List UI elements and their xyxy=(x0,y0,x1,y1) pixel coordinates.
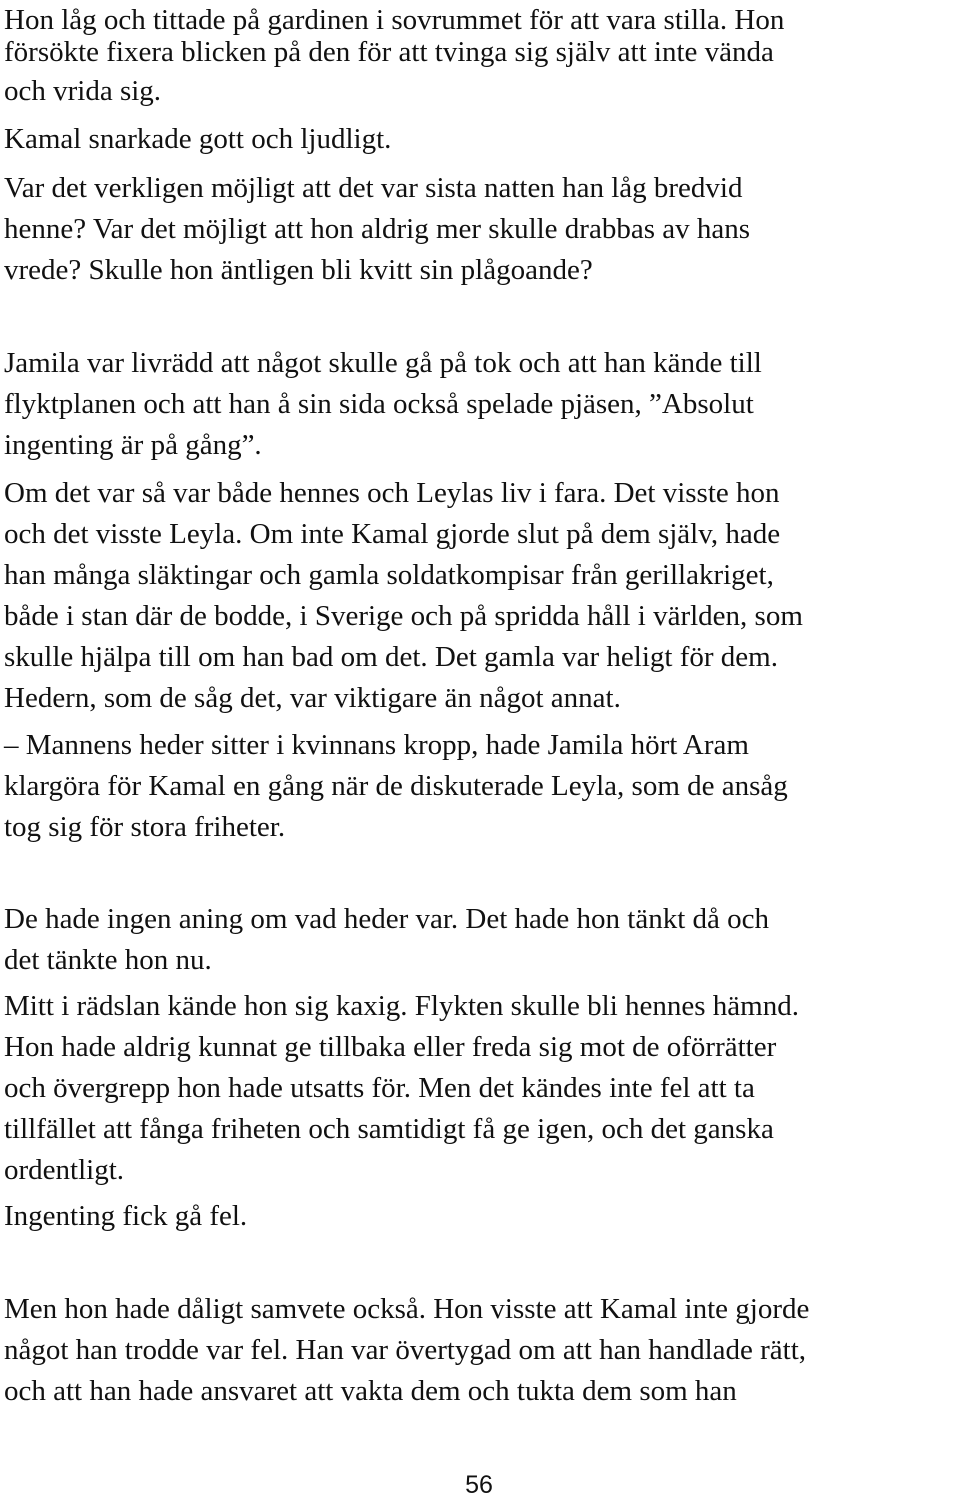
text-line: Jamila var livrädd att något skulle gå på tok och att han kände till xyxy=(4,347,762,379)
text-line: Om det var så var både hennes och Leylas liv i fara. Det visste hon xyxy=(4,477,780,509)
text-line: henne? Var det möjligt att hon aldrig mer skulle drabbas av hans xyxy=(4,213,751,245)
text-line: och vrida sig. xyxy=(4,75,162,107)
text-line: och det visste Leyla. Om inte Kamal gjorde slut på dem själv, hade xyxy=(4,518,781,550)
text-line: försökte fixera blicken på den för att tvinga sig själv att inte vända xyxy=(4,36,774,68)
text-line: ordentligt. xyxy=(4,1154,125,1186)
text-line: Hon låg och tittade på gardinen i sovrummet för att vara stilla. Hon xyxy=(4,4,785,36)
text-line: Ingenting fick gå fel. xyxy=(4,1200,248,1232)
text-line: Hon hade aldrig kunnat ge tillbaka eller freda sig mot de oförrätter xyxy=(4,1031,777,1063)
dialogue-line: – Mannens heder sitter i kvinnans kropp, hade Jamila hört Aram xyxy=(4,729,749,761)
text-line: det tänkte hon nu. xyxy=(4,944,212,976)
text-line: vrede? Skulle hon äntligen bli kvitt sin plågoande? xyxy=(4,254,593,286)
text-line: flyktplanen och att han å sin sida också spelade pjäsen, ”Absolut xyxy=(4,388,754,420)
text-line: klargöra för Kamal en gång när de diskuterade Leyla, som de ansåg xyxy=(4,770,788,802)
page-number: 56 xyxy=(465,1471,493,1499)
text-line: och övergrepp hon hade utsatts för. Men det kändes inte fel att ta xyxy=(4,1072,755,1104)
book-page xyxy=(4,0,954,1500)
text-line: både i stan där de bodde, i Sverige och på spridda håll i världen, som xyxy=(4,600,803,632)
text-line: och att han hade ansvaret att vakta dem och tukta dem som han xyxy=(4,1375,737,1407)
text-line: något han trodde var fel. Han var övertygad om att han handlade rätt, xyxy=(4,1334,807,1366)
text-line: tog sig för stora friheter. xyxy=(4,811,286,843)
text-line: ingenting är på gång”. xyxy=(4,429,262,461)
text-line: Hedern, som de såg det, var viktigare än något annat. xyxy=(4,682,621,714)
text-line: tillfället att fånga friheten och samtidigt få ge igen, och det ganska xyxy=(4,1113,774,1145)
text-line: Var det verkligen möjligt att det var sista natten han låg bredvid xyxy=(4,172,743,204)
text-line: han många släktingar och gamla soldatkompisar från gerillakriget, xyxy=(4,559,774,591)
text-line: Kamal snarkade gott och ljudligt. xyxy=(4,123,392,155)
text-line: Mitt i rädslan kände hon sig kaxig. Flykten skulle bli hennes hämnd. xyxy=(4,990,799,1022)
text-line: skulle hjälpa till om han bad om det. Det gamla var heligt för dem. xyxy=(4,641,778,673)
text-line: De hade ingen aning om vad heder var. Det hade hon tänkt då och xyxy=(4,903,770,935)
text-line: Men hon hade dåligt samvete också. Hon visste att Kamal inte gjorde xyxy=(4,1293,810,1325)
